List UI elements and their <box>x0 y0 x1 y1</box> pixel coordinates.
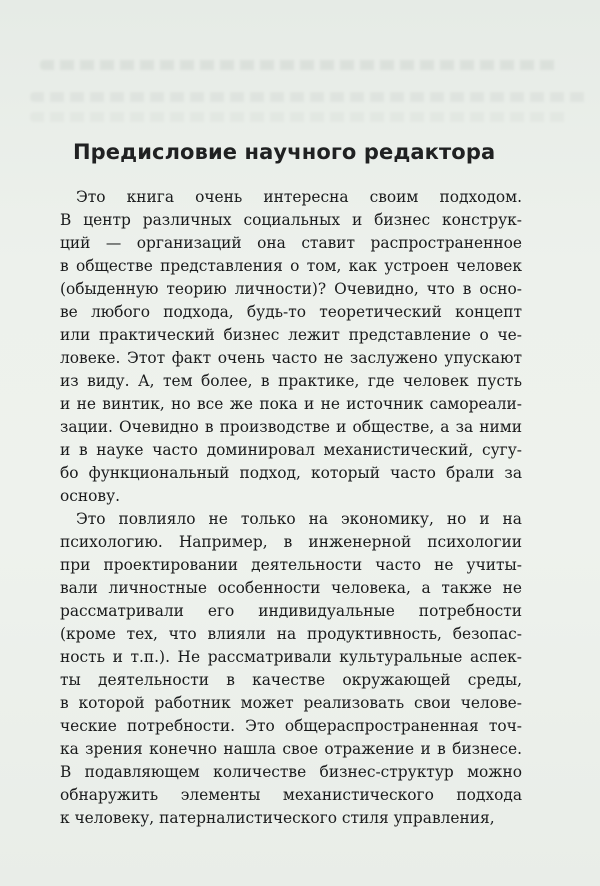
paragraph-line: из виду. А, тем более, в практике, где человек пусть <box>60 372 522 390</box>
paragraph-line: Это книга очень интересна своим подходом. <box>76 188 522 206</box>
paragraph-line: обнаружить элементы механистического подхода <box>60 786 522 804</box>
paragraph-line: и не винтик, но все же пока и не источник самореали- <box>60 395 522 413</box>
paragraph-line: ческие потребности. Это общераспространенная точ- <box>60 717 522 735</box>
paragraph-line: (кроме тех, что влияли на продуктивность, безопас- <box>60 625 522 643</box>
bleed-through-line <box>30 92 590 102</box>
paragraph-line: при проектировании деятельности часто не учиты- <box>60 556 522 574</box>
bleed-through-line <box>30 112 570 122</box>
page-title: Предисловие научного редактора <box>73 140 496 164</box>
paragraph-line: ность и т.п.). Не рассматривали культуральные аспек- <box>60 648 522 666</box>
paragraph-line: психологию. Например, в инженерной психологии <box>60 533 522 551</box>
paragraph-line: ций — организаций она ставит распространенное <box>60 234 522 252</box>
paragraph-line: (обыденную теорию личности)? Очевидно, что в осно- <box>60 280 522 298</box>
paragraph-line: в обществе представления о том, как устроен человек <box>60 257 522 275</box>
paragraph-line: В центр различных социальных и бизнес конструк- <box>60 211 522 229</box>
bleed-through-line <box>40 60 560 70</box>
body-text <box>60 186 522 830</box>
paragraph-line: ка зрения конечно нашла свое отражение и в бизнесе. <box>60 740 522 758</box>
paragraph-line: к человеку, патерналистического стиля управления, <box>60 809 495 827</box>
paragraph-line: бо функциональный подход, который часто брали за <box>60 464 522 482</box>
paragraph-line: в которой работник может реализовать свои челове- <box>60 694 522 712</box>
paragraph-line: основу. <box>60 487 121 505</box>
paragraph-line: ве любого подхода, будь-то теоретический концепт <box>60 303 522 321</box>
paragraph-line: вали личностные особенности человека, а также не <box>60 579 522 597</box>
paragraph-line: рассматривали его индивидуальные потребности <box>60 602 522 620</box>
paragraph-line: ловеке. Этот факт очень часто не заслужено упускают <box>60 349 522 367</box>
paragraph-line: зации. Очевидно в производстве и обществе, а за ними <box>60 418 522 436</box>
paragraph-line: и в науке часто доминировал механистический, сугу- <box>60 441 522 459</box>
paragraph-line: или практический бизнес лежит представление о че- <box>60 326 522 344</box>
paragraph-line: Это повлияло не только на экономику, но и на <box>76 510 522 528</box>
paragraph-line: В подавляющем количестве бизнес-структур можно <box>60 763 522 781</box>
paragraph-line: ты деятельности в качестве окружающей среды, <box>60 671 522 689</box>
